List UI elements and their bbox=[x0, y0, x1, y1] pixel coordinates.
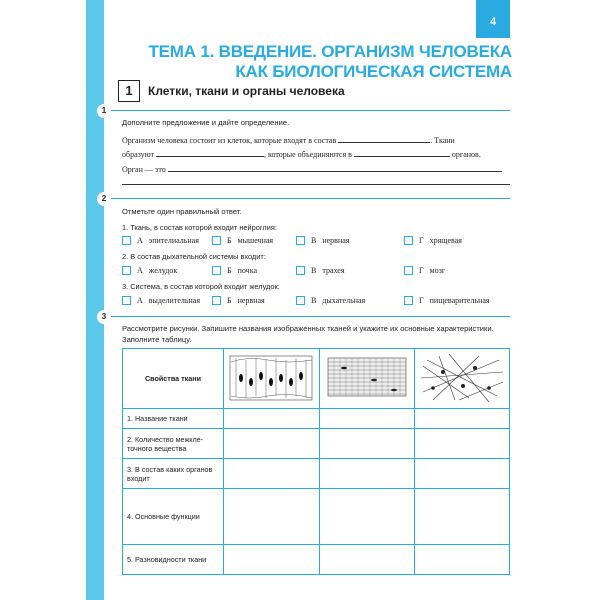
task3-instruction-line2: Заполните таблицу. bbox=[122, 335, 192, 344]
option-2d[interactable]: Г мозг bbox=[404, 265, 445, 276]
option-1c[interactable]: В нервная bbox=[296, 235, 349, 246]
question-3: 3. Система, в состав которой входит желудок: bbox=[122, 282, 280, 291]
question-2: 2. В состав дыхательной системы входит: bbox=[122, 252, 266, 261]
fill-blank[interactable] bbox=[338, 134, 430, 143]
table-header-cell: Свойства ткани bbox=[123, 349, 224, 409]
table-row-label: 5. Разновидности ткани bbox=[123, 545, 224, 575]
option-3c[interactable]: В дыхательная bbox=[296, 295, 365, 306]
fill-blank[interactable] bbox=[168, 163, 502, 172]
table-cell[interactable] bbox=[414, 429, 509, 459]
option-3d[interactable]: Г пищеварительная bbox=[404, 295, 490, 306]
topic-title-line1: ТЕМА 1. ВВЕДЕНИЕ. ОРГАНИЗМ ЧЕЛОВЕКА bbox=[148, 42, 512, 61]
table-cell[interactable] bbox=[414, 489, 509, 545]
table-cell[interactable] bbox=[224, 409, 320, 429]
option-1d[interactable]: Г хрящевая bbox=[404, 235, 462, 246]
option-2b[interactable]: Б почка bbox=[212, 265, 257, 276]
table-row-label: 1. Название ткани bbox=[123, 409, 224, 429]
fill-blank[interactable] bbox=[354, 148, 450, 157]
checkbox[interactable] bbox=[296, 266, 305, 275]
topic-title-line2: КАК БИОЛОГИЧЕСКАЯ СИСТЕМА bbox=[235, 62, 512, 81]
table-cell[interactable] bbox=[224, 489, 320, 545]
tissue-image-muscle bbox=[319, 349, 414, 409]
checkbox[interactable] bbox=[122, 296, 131, 305]
checkbox[interactable] bbox=[404, 236, 413, 245]
task2-number: 2 bbox=[97, 192, 111, 206]
table-cell[interactable] bbox=[224, 459, 320, 489]
option-1a[interactable]: А эпителиальная bbox=[122, 235, 199, 246]
checkbox[interactable] bbox=[404, 266, 413, 275]
table-cell[interactable] bbox=[319, 489, 414, 545]
checkbox[interactable] bbox=[212, 236, 221, 245]
option-2a[interactable]: А желудок bbox=[122, 265, 177, 276]
checkbox[interactable] bbox=[122, 266, 131, 275]
tissue-image-epithelial bbox=[224, 349, 320, 409]
table-row-label: 3. В состав каких органов входит bbox=[123, 459, 224, 489]
table-row-label: 4. Основные функции bbox=[123, 489, 224, 545]
task1-line3: Орган — это bbox=[122, 163, 512, 174]
table-cell[interactable] bbox=[414, 545, 509, 575]
task2-instruction: Отметьте один правильный ответ. bbox=[122, 207, 242, 216]
page-number: 4 bbox=[476, 0, 510, 38]
checkbox[interactable] bbox=[296, 296, 305, 305]
task1-line1: Организм человека состоит из клеток, которые входят в состав . Ткани bbox=[122, 136, 455, 145]
tissue-table bbox=[122, 348, 510, 575]
checkbox[interactable] bbox=[404, 296, 413, 305]
option-1b[interactable]: Б мышечная bbox=[212, 235, 273, 246]
option-3b[interactable]: Б нервная bbox=[212, 295, 265, 306]
table-cell[interactable] bbox=[414, 409, 509, 429]
side-color-strip bbox=[86, 0, 104, 600]
table-cell[interactable] bbox=[319, 459, 414, 489]
table-cell[interactable] bbox=[319, 545, 414, 575]
checkbox[interactable] bbox=[212, 296, 221, 305]
epithelial-tissue-drawing bbox=[228, 352, 314, 404]
fill-blank[interactable] bbox=[156, 148, 264, 157]
checkbox[interactable] bbox=[296, 236, 305, 245]
question-1: 1. Ткань, в состав которой входит нейроглия: bbox=[122, 223, 277, 232]
task1-line2: образуют , которые объединяются в органов. bbox=[122, 150, 481, 159]
muscle-tissue-drawing bbox=[324, 352, 410, 404]
section-title: Клетки, ткани и органы человека bbox=[148, 84, 345, 98]
tissue-image-connective bbox=[414, 349, 509, 409]
table-cell[interactable] bbox=[224, 545, 320, 575]
task1-instruction: Дополните предложение и дайте определение. bbox=[122, 118, 290, 127]
table-cell[interactable] bbox=[224, 429, 320, 459]
table-cell[interactable] bbox=[414, 459, 509, 489]
task2-divider bbox=[104, 198, 510, 199]
task3-divider bbox=[104, 316, 510, 317]
task3-number: 3 bbox=[97, 310, 111, 324]
section-number: 1 bbox=[118, 80, 140, 102]
option-3a[interactable]: А выделительная bbox=[122, 295, 200, 306]
option-2c[interactable]: В трахея bbox=[296, 265, 345, 276]
checkbox[interactable] bbox=[212, 266, 221, 275]
task3-instruction-line1: Рассмотрите рисунки. Запишите названия изображенных тканей и укажите их основные характеристики. bbox=[122, 324, 494, 333]
table-row-label: 2. Количество межкле- точного вещества bbox=[123, 429, 224, 459]
task1-number: 1 bbox=[97, 104, 111, 118]
task1-divider bbox=[104, 110, 510, 111]
table-cell[interactable] bbox=[319, 409, 414, 429]
checkbox[interactable] bbox=[122, 236, 131, 245]
table-cell[interactable] bbox=[319, 429, 414, 459]
connective-tissue-drawing bbox=[419, 352, 505, 404]
answer-line[interactable] bbox=[122, 184, 510, 185]
